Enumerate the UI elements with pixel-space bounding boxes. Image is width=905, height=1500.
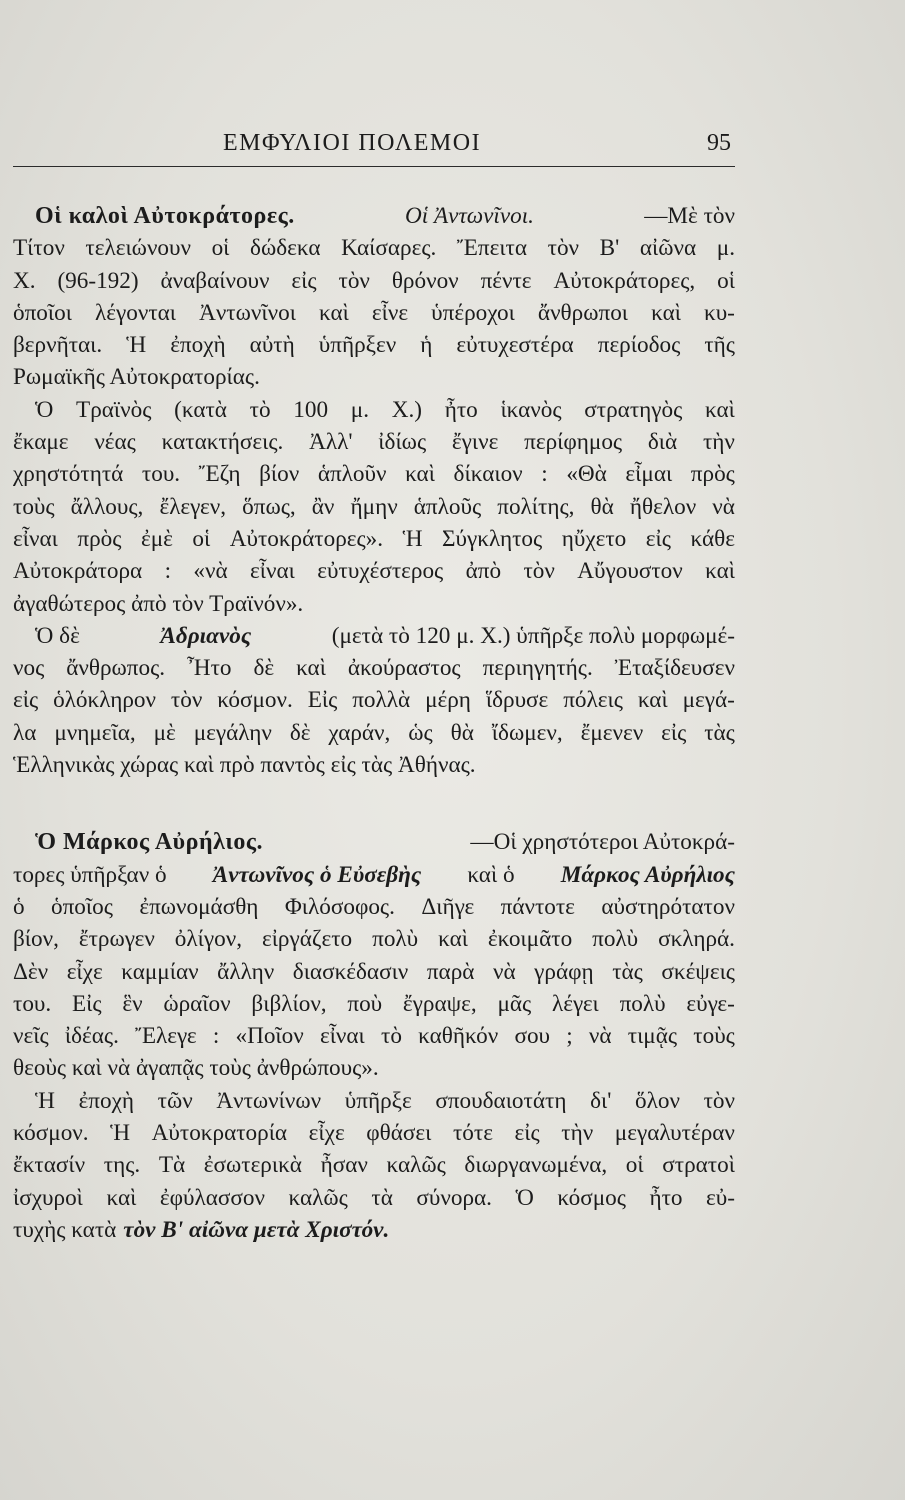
text-fragment: —Μὲ τὸν [644, 203, 735, 229]
text-line: Αὐτοκράτορα : «νὰ εἶναι εὐτυχέστερος ἀπὸ τὸν Αὔγουστον καὶ [13, 558, 735, 585]
text-line: χρηστότητά του. Ἔζη βίον ἁπλοῦν καὶ δίκαιον : «Θὰ εἶμαι πρὸς [13, 461, 735, 488]
page-body [13, 200, 735, 1246]
section-2-first-line [13, 826, 735, 858]
page-header [13, 126, 735, 167]
page-number: 95 [707, 130, 731, 156]
text-line: εἰς ὁλόκληρον τὸν κόσμον. Εἰς πολλὰ μέρη ἵδρυσε πόλεις καὶ μεγά- [13, 687, 735, 714]
text-line: Χ. (96-192) ἀναβαίνουν εἰς τὸν θρόνον πέντε Αὐτοκράτορες, οἱ [13, 267, 735, 294]
text-line: θεοὺς καὶ νὰ ἀγαπᾷς τοὺς ἀνθρώπους». [13, 1055, 379, 1082]
text-line: ὁποῖοι λέγονται Ἀντωνῖνοι καὶ εἶνε ὑπέροχοι ἄνθρωποι καὶ κυ- [13, 299, 735, 326]
text-line: βίον, ἔτρωγεν ὀλίγον, εἰργάζετο πολὺ καὶ ἐκοιμᾶτο πολὺ σκληρά. [13, 926, 735, 953]
text-fragment: —Οἱ χρηστότεροι Αὐτοκρά- [470, 829, 735, 856]
text-line: Ἡ ἐποχὴ τῶν Ἀντωνίνων ὑπῆρξε σπουδαιοτάτη δι' ὅλον τὸν [35, 1087, 735, 1114]
text-line: τοὺς ἄλλους, ἔλεγεν, ὅπως, ἂν ἤμην ἁπλοῦς πολίτης, θὰ ἤθελον νὰ [13, 493, 735, 520]
text-line: Ρωμαϊκῆς Αὐτοκρατορίας. [13, 364, 260, 391]
text-line: ἔκτασίν της. Τὰ ἐσωτερικὰ ἦσαν καλῶς διωργανωμένα, οἱ στρατοὶ [13, 1152, 735, 1179]
text-line: τορες ὑπῆρξαν ὁ Ἀντωνῖνος ὁ Εὐσεβὴς καὶ ὁ Μάρκος Αὐρήλιος [13, 859, 735, 891]
section-subheading: Οἱ Ἀντωνῖνοι. [405, 203, 534, 229]
text-line: ἔκαμε νέας κατακτήσεις. Ἀλλ' ἰδίως ἔγινε περίφημος διὰ τὴν [13, 429, 735, 456]
section-1-first-line [13, 200, 735, 232]
text-line: του. Εἰς ἓν ὡραῖον βιβλίον, ποὺ ἔγραψε, μᾶς λέγει πολὺ εὐγε- [13, 990, 735, 1017]
section-heading: Ὁ Μάρκος Αὐρήλιος. [35, 829, 263, 856]
text-line: ὁ ὁποῖος ἐπωνομάσθη Φιλόσοφος. Διῆγε πάντοτε αὐστηρότατον [13, 893, 735, 920]
text-line: Ὁ Τραϊνὸς (κατὰ τὸ 100 μ. Χ.) ἦτο ἱκανὸς στρατηγὸς καὶ [35, 396, 735, 423]
text-line: Ἑλληνικὰς χώρας καὶ πρὸ παντὸς εἰς τὰς Ἀθήνας. [13, 752, 476, 779]
emphasized-name: Ἀδριανὸς [160, 622, 252, 649]
emphasized-phrase: τὸν Β' αἰῶνα μετὰ Χριστόν. [123, 1216, 390, 1243]
text-line: ἰσχυροὶ καὶ ἐφύλασσον καλῶς τὰ σύνορα. Ὁ κόσμος ἦτο εὐ- [13, 1184, 735, 1211]
text-line: ἀγαθώτερος ἀπὸ τὸν Τραϊνόν». [13, 590, 304, 617]
text-line: εἶναι πρὸς ἐμὲ οἱ Αὐτοκράτορες». Ἡ Σύγκλητος ηὔχετο εἰς κάθε [13, 525, 735, 552]
text-line: Τίτον τελειώνουν οἱ δώδεκα Καίσαρες. Ἔπειτα τὸν Β' αἰῶνα μ. [13, 235, 735, 262]
text-line: τυχὴς κατὰ τὸν Β' αἰῶνα μετὰ Χριστόν. [13, 1214, 735, 1246]
section-heading: Οἱ καλοὶ Αὐτοκράτορες. [35, 203, 295, 229]
text-line: νεῖς ἰδέας. Ἔλεγε : «Ποῖον εἶναι τὸ καθῆκόν σου ; νὰ τιμᾷς τοὺς [13, 1023, 735, 1050]
running-title: ΕΜΦΥΛΙΟΙ ΠΟΛΕΜΟΙ [223, 130, 482, 156]
section-gap [13, 781, 735, 826]
text-line: κόσμον. Ἡ Αὐτοκρατορία εἶχε φθάσει τότε εἰς τὴν μεγαλυτέραν [13, 1120, 735, 1147]
emphasized-name: Μάρκος Αὐρήλιος [560, 861, 735, 888]
text-line: Ὁ δὲ Ἀδριανὸς (μετὰ τὸ 120 μ. Χ.) ὑπῆρξε πολὺ μορφωμέ- [13, 620, 735, 652]
emphasized-name: Ἀντωνῖνος ὁ Εὐσεβὴς [212, 861, 422, 888]
text-line: βερνῆται. Ἡ ἐποχὴ αὐτὴ ὑπῆρξεν ἡ εὐτυχεστέρα περίοδος τῆς [13, 332, 735, 359]
text-line: νος ἄνθρωπος. Ἦτο δὲ καὶ ἀκούραστος περιηγητής. Ἐταξίδευσεν [13, 655, 735, 682]
text-line: λα μνημεῖα, μὲ μεγάλην δὲ χαράν, ὡς θὰ ἴδωμεν, ἔμενεν εἰς τὰς [13, 719, 735, 746]
text-line: Δὲν εἶχε καμμίαν ἄλλην διασκέδασιν παρὰ νὰ γράφῃ τὰς σκέψεις [13, 958, 735, 985]
